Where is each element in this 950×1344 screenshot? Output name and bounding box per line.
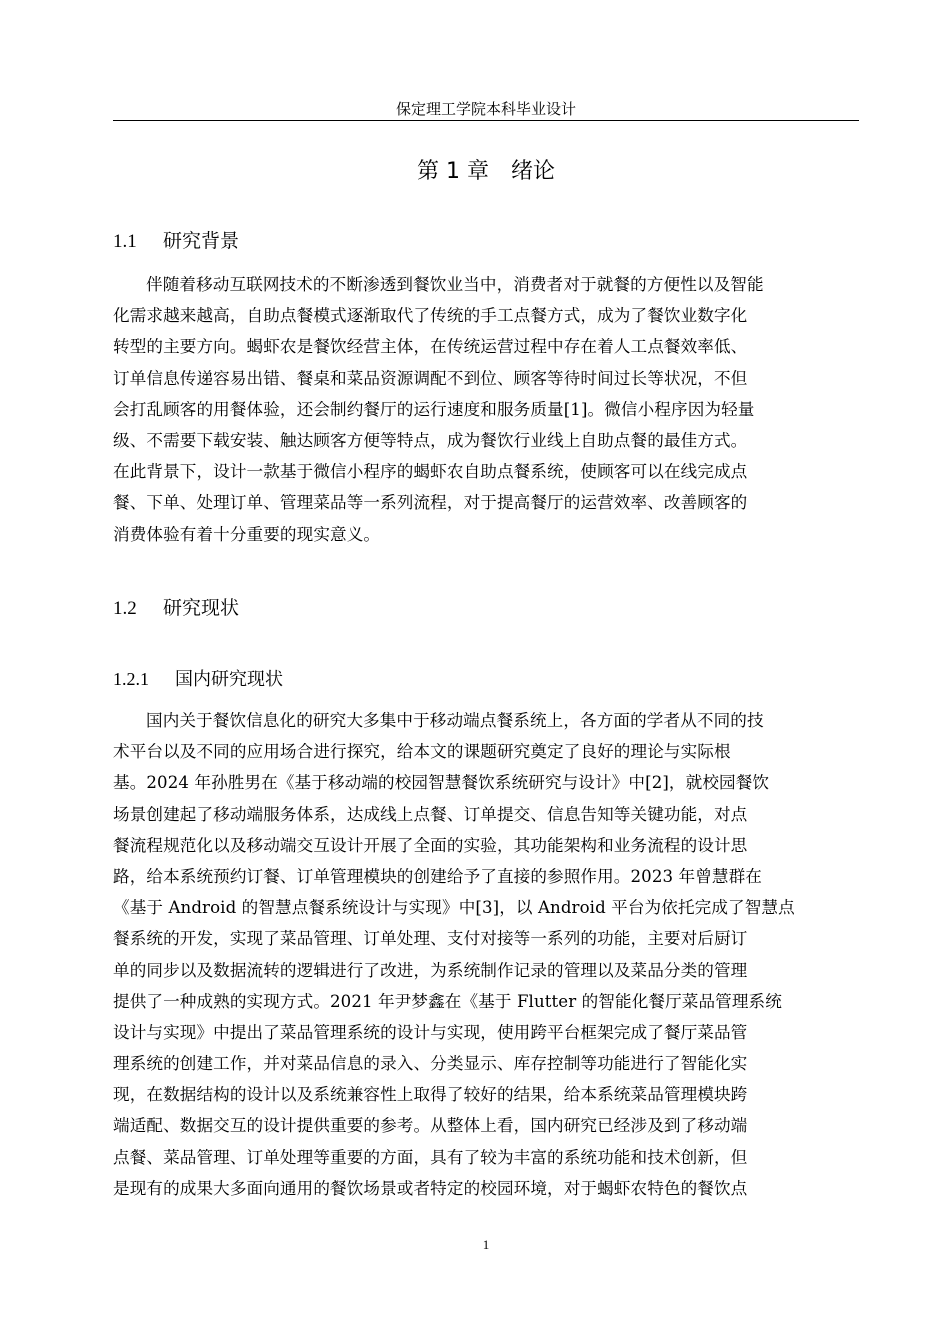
paragraph-line: 国内关于餐饮信息化的研究大多集中于移动端点餐系统上，各方面的学者从不同的技 <box>146 711 764 730</box>
paragraph-line: 会打乱顾客的用餐体验，还会制约餐厅的运行速度和服务质量[1]。微信小程序因为轻量 <box>113 399 755 419</box>
paragraph-line: 《基于 Android 的智慧点餐系统设计与实现》中[3]，以 Android 平台为依托完成了智慧点 <box>113 898 795 918</box>
page-number: 1 <box>482 1237 490 1252</box>
paragraph-domestic-research <box>113 705 859 1204</box>
paragraph-line: 消费体验有着十分重要的现实意义。 <box>113 524 381 544</box>
paragraph-line: 术平台以及不同的应用场合进行探究，给本文的课题研究奠定了良好的理论与实际根 <box>113 742 731 762</box>
subsection-title: 国内研究现状 <box>175 669 283 690</box>
section-heading-1-2 <box>113 596 859 621</box>
section-title: 研究现状 <box>163 597 240 619</box>
subsection-number: 1.2.1 <box>113 669 149 689</box>
paragraph-line: 级、不需要下载安装、触达顾客方便等特点，成为餐饮行业线上自助点餐的最佳方式。 <box>113 430 748 450</box>
paragraph-line: 单的同步以及数据流转的逻辑进行了改进，为系统制作记录的管理以及菜品分类的管理 <box>113 960 748 980</box>
paragraph-line: 基。2024 年孙胜男在《基于移动端的校园智慧餐饮系统研究与设计》中[2]，就校园餐饮 <box>113 773 770 793</box>
paragraph-line: 场景创建起了移动端服务体系，达成线上点餐、订单提交、信息告知等关键功能，对点 <box>113 804 748 824</box>
paragraph-line: 伴随着移动互联网技术的不断渗透到餐饮业当中，消费者对于就餐的方便性以及智能 <box>146 275 764 294</box>
paragraph-line: 餐系统的开发，实现了菜品管理、订单处理、支付对接等一系列的功能，主要对后厨订 <box>113 929 748 949</box>
section-number: 1.1 <box>113 231 137 252</box>
chapter-name: 绪论 <box>510 159 555 184</box>
subsection-heading-1-2-1 <box>113 667 859 692</box>
paragraph-line: 点餐、菜品管理、订单处理等重要的方面，具有了较为丰富的系统功能和技术创新，但 <box>113 1147 748 1167</box>
section-number: 1.2 <box>113 598 137 619</box>
paragraph-line: 订单信息传递容易出错、餐桌和菜品资源调配不到位、顾客等待时间过长等状况，不但 <box>113 368 748 388</box>
paragraph-line: 路，给本系统预约订餐、订单管理模块的创建给予了直接的参照作用。2023 年曾慧群在 <box>113 866 762 886</box>
paragraph-line: 端适配、数据交互的设计提供重要的参考。从整体上看，国内研究已经涉及到了移动端 <box>113 1116 748 1136</box>
paragraph-line: 设计与实现》中提出了菜品管理系统的设计与实现，使用跨平台框架完成了餐厅菜品管 <box>113 1022 748 1042</box>
chapter-title <box>113 158 859 186</box>
paragraph-line: 餐、下单、处理订单、管理菜品等一系列流程，对于提高餐厅的运营效率、改善顾客的 <box>113 493 748 513</box>
paragraph-line: 在此背景下，设计一款基于微信小程序的蝎虾农自助点餐系统，使顾客可以在线完成点 <box>113 462 748 482</box>
paragraph-line: 提供了一种成熟的实现方式。2021 年尹梦鑫在《基于 Flutter 的智能化餐厅菜品管理系统 <box>113 991 782 1011</box>
paragraph-line: 现，在数据结构的设计以及系统兼容性上取得了较好的结果，给本系统菜品管理模块跨 <box>113 1085 748 1105</box>
section-title: 研究背景 <box>163 230 240 252</box>
header-rule <box>113 120 859 121</box>
chapter-number: 第 1 章 <box>417 159 489 184</box>
paragraph-line: 餐流程规范化以及移动端交互设计开展了全面的实验，其功能架构和业务流程的设计思 <box>113 835 748 855</box>
paragraph-line: 是现有的成果大多面向通用的餐饮场景或者特定的校园环境，对于蝎虾农特色的餐饮点 <box>113 1178 748 1198</box>
paragraph-line: 转型的主要方向。蝎虾农是餐饮经营主体，在传统运营过程中存在着人工点餐效率低、 <box>113 337 748 357</box>
running-header: 保定理工学院本科毕业设计 <box>395 100 576 118</box>
paragraph-line: 化需求越来越高，自助点餐模式逐渐取代了传统的手工点餐方式，成为了餐饮业数字化 <box>113 306 748 326</box>
paragraph-line: 理系统的创建工作，并对菜品信息的录入、分类显示、库存控制等功能进行了智能化实 <box>113 1054 748 1074</box>
paragraph-research-background <box>113 269 859 550</box>
section-heading-1-1 <box>113 229 859 254</box>
